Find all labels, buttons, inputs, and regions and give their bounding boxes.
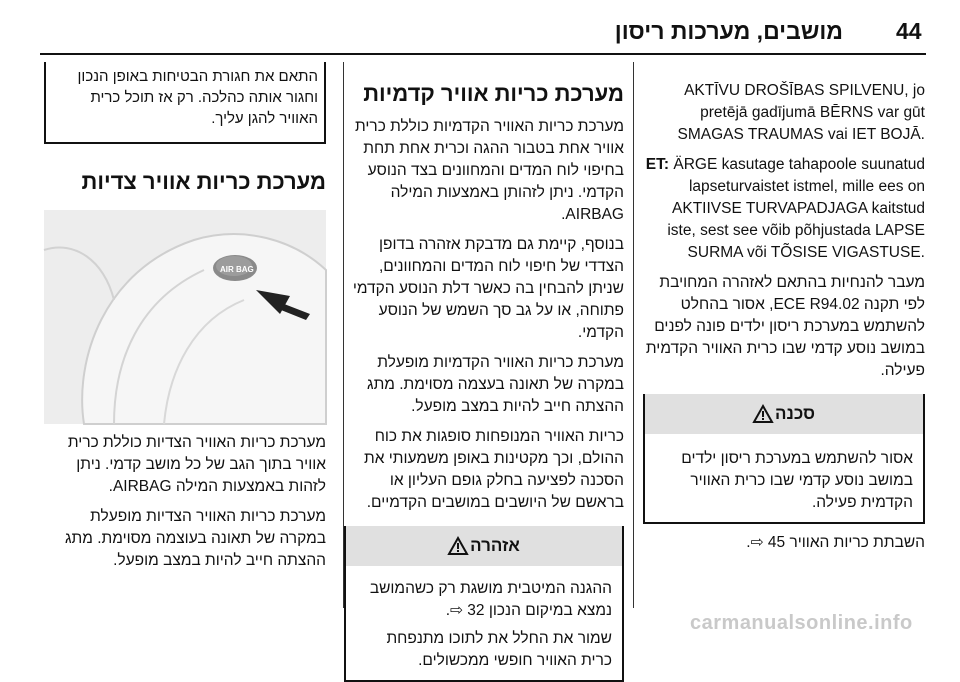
watermark-text: carmanualsonline.info	[690, 612, 913, 634]
danger-box	[643, 394, 925, 524]
warning-heading-text: אזהרה	[470, 536, 520, 555]
header-divider	[40, 53, 926, 55]
front-airbag-title: מערכת כריות אוויר קדמיות	[363, 81, 624, 106]
warning-heading	[346, 526, 622, 566]
front-airbag-paragraph-4: כריות האוויר המנופחות סופגות את כוח ההולם, וכך מקטינות באופן משמעותי את הסכנה לפציעה בחלק גופם העליון או בראשם של היושבים במושבים הקדמיים.	[364, 428, 624, 511]
estonian-warning-text: ÄRGE kasutage tahapoole suunatud lapseturvaistet istmel, mille ees on AKTIIVSE TURVAPADJAGA kaitstud iste, sest see võib põhjustada LAPSE SURMA või TÕSISE VIGASTUSE.	[667, 156, 925, 261]
airbag-emblem-label: AIR BAG	[220, 265, 254, 274]
estonian-language-label: ET:	[645, 156, 670, 173]
latvian-warning-text: AKTĪVU DROŠĪBAS SPILVENU, jo pretējā gadījumā BĒRNS var gūt SMAGAS TRAUMAS vai IET BOJĀ.	[677, 82, 925, 143]
warning-body	[346, 566, 622, 680]
front-airbag-paragraph-2: בנוסף, קיימת גם מדבקת אזהרה בדופן הצדדי של חיפוי לוח המדים והמחוונים, שניתן להבחין בה כאשר דלת הנוסע הקדמי פתוחה, או על גב סך השמש של הנוסע הקדמי.	[352, 236, 624, 341]
warning-paragraph-2: שמור את החלל את לתוכו מתנפחת כרית האוויר חופשי ממכשולים.	[386, 630, 612, 669]
column-divider-right	[633, 62, 634, 608]
danger-heading	[645, 394, 923, 434]
side-airbag-title: מערכת כריות אוויר צדיות	[81, 169, 326, 194]
ece-regulation-paragraph: מעבר להנחיות בהתאם לאזהרה המחויבת לפי תקנה ECE R94.02, אסור בהחלט להשתמש במערכת ריסון ילדים פונה לפנים במושב נוסע קדמי שבו כרית האוויר הקדמית פעילה.	[645, 274, 925, 379]
page-header	[0, 0, 960, 58]
middle-column	[344, 80, 624, 682]
side-airbag-photo	[44, 210, 326, 424]
danger-body	[645, 434, 923, 522]
deactivation-reference: השבתת כריות האוויר 45 ⇨.	[746, 534, 925, 551]
front-airbag-paragraph-3: מערכת כריות האוויר הקדמיות מופעלת במקרה של תאונה בעצמה מסוימת. מתג ההצתה חייב להיות במצב מופעל.	[367, 354, 624, 415]
left-column	[44, 62, 326, 572]
seat-illustration	[44, 210, 326, 424]
right-column	[643, 80, 925, 554]
danger-heading-text: סכנה	[775, 404, 815, 423]
warning-box	[344, 526, 624, 682]
page-title: מושבים, מערכות ריסון	[614, 18, 843, 44]
warning-paragraph-1: ההגנה המיטבית מושגת רק כשהמושב נמצא במיקום הנכון 32 ⇨.	[369, 580, 612, 619]
danger-paragraph: אסור להשתמש במערכת ריסון ילדים במושב נוסע קדמי שבו כרית האוויר הקדמית פעילה.	[681, 450, 913, 511]
side-airbag-paragraph-1: מערכת כריות האוויר הצדיות כוללת כרית אוויר בתוך הגב של כל מושב קדמי. ניתן לזהות באמצעות המילה AIRBAG.	[67, 434, 326, 495]
continued-notice-box	[44, 62, 326, 144]
front-airbag-paragraph-1: מערכת כריות האוויר הקדמיות כוללת כרית אוויר אחת בטבור ההגה וכרית אחת תחת בחיפוי לוח המדים והמחוונים בצד הנוסע הקדמי. ניתן לזהותן באמצעות המילה AIRBAG.	[355, 118, 624, 223]
danger-triangle-icon	[753, 405, 773, 423]
page-number: 44	[896, 18, 922, 44]
continued-notice-text: התאם את חגורת הבטיחות באופן הנכון וחגור אותה כהלכה. רק אז תוכל כרית האוויר להגן עליך.	[77, 68, 318, 127]
side-airbag-paragraph-2: מערכת כריות האוויר הצדיות מופעלת במקרה של תאונה בעוצמה מסוימת. מתג ההצתה חייב להיות במצב מופעל.	[65, 508, 326, 569]
estonian-warning	[643, 154, 925, 264]
warning-triangle-icon	[448, 537, 468, 555]
